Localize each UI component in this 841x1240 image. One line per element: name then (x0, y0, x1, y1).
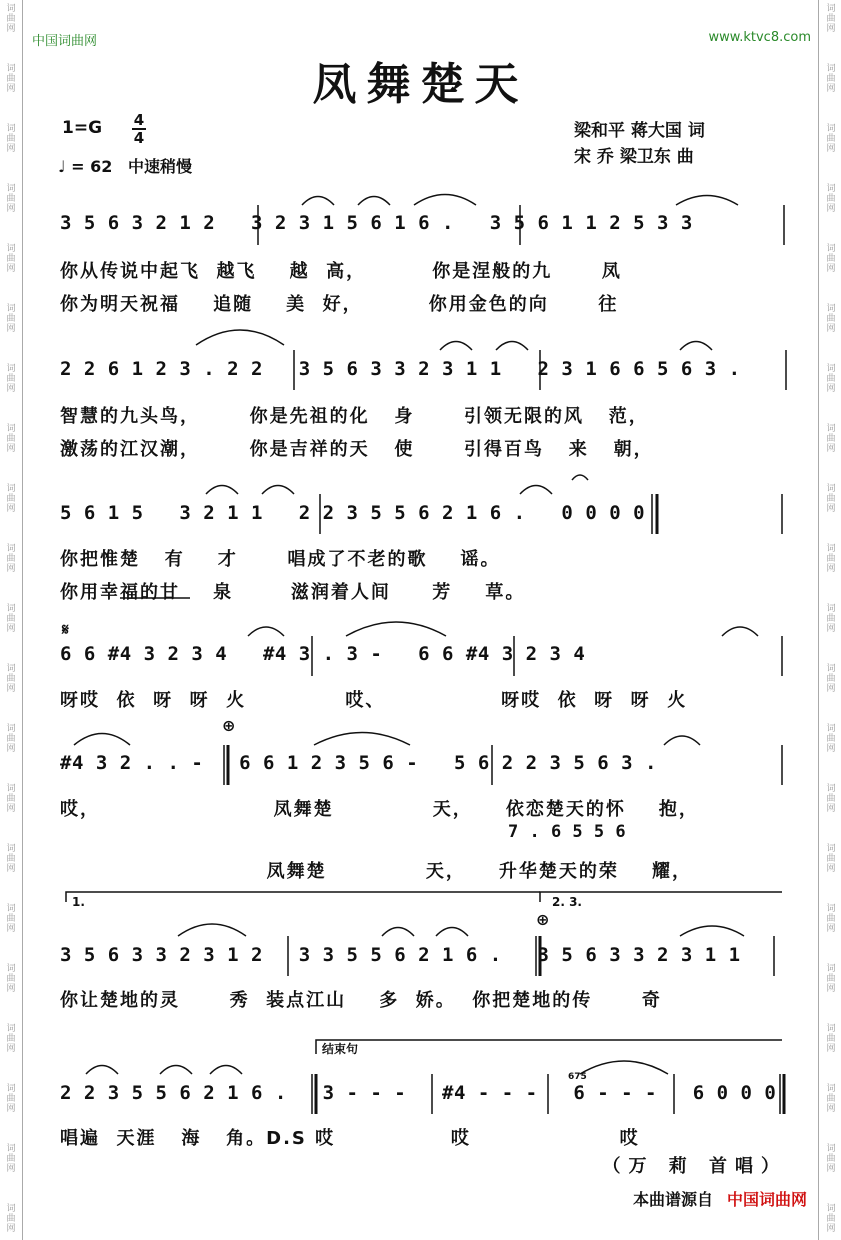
notation-line-1: 3 5 6 3 2 1 2 3 2 3 1 5 6 1 6 . 3 5 6 1 1 2 5 3 3 (60, 212, 693, 234)
notation-line-3: 5 6 1 5 3 2 1 1 2 2 3 5 5 6 2 1 6 . 0 0 0 0 (60, 502, 646, 524)
lyric-line-1-verse-2: 你为明天祝福 追随 美 好， 你用金色的向 往 (60, 294, 619, 315)
lyric-line-7: 唱遍 天涯 海 角。D.S 哎 哎 哎 (60, 1128, 640, 1149)
segno-icon: 𝄋 (62, 620, 69, 639)
site-url-top-right[interactable]: www.ktvc8.com (708, 30, 811, 45)
volta-bracket-2 (540, 892, 782, 902)
slur (496, 342, 528, 351)
watermark-text: 词曲网 (6, 424, 16, 454)
slur (676, 196, 738, 206)
lyric-line-3-verse-2: 你用幸福的甘 泉 滋润着人间 芳 草。 (60, 582, 526, 603)
watermark-text: 词曲网 (826, 364, 836, 394)
watermark-text: 词曲网 (826, 544, 836, 574)
watermark-text: 词曲网 (6, 544, 16, 574)
ending-bracket (316, 1040, 782, 1054)
singer-credit: （万 莉 首唱） (602, 1156, 787, 1177)
watermark-text: 词曲网 (826, 304, 836, 334)
watermark-text: 词曲网 (826, 964, 836, 994)
time-sig-bottom: 4 (133, 129, 145, 147)
watermark-text: 词曲网 (826, 1084, 836, 1114)
watermark-text: 词曲网 (6, 604, 16, 634)
lyric-line-1-verse-1: 你从传说中起飞 越飞 越 高， 你是涅般的九 凤 (60, 261, 622, 282)
watermark-text: 词曲网 (6, 364, 16, 394)
watermark-text: 词曲网 (6, 664, 16, 694)
lyricist-credit: 梁和平 蒋大国 词 (574, 121, 705, 141)
slur (196, 330, 284, 345)
slur (314, 733, 410, 746)
lyric-line-2-verse-1: 智慧的九头鸟， 你是先祖的化 身 引领无限的风 范， (60, 406, 649, 427)
lyric-line-3-verse-1: 你把惟楚 有 才 唱成了不老的歌 谣。 (60, 549, 501, 570)
slur (680, 926, 744, 936)
alternate-notation: 7 . 6 5 5 6 (508, 822, 627, 842)
lyric-line-5-verse-2: 凤舞楚 天， 升华楚天的荣 耀， (60, 861, 692, 882)
watermark-text: 词曲网 (6, 844, 16, 874)
watermark-text: 词曲网 (6, 904, 16, 934)
watermark-text: 词曲网 (6, 64, 16, 94)
watermark-text: 词曲网 (826, 4, 836, 34)
watermark-text: 词曲网 (826, 484, 836, 514)
notation-line-5: #4 3 2 . . - 6 6 1 2 3 5 6 - 5 6 2 2 3 5 6 3 . (60, 752, 657, 774)
slur (178, 924, 246, 936)
lyric-line-6: 你让楚地的灵 秀 装点江山 多 娇。 你把楚地的传 奇 (60, 990, 662, 1011)
composer-credit: 宋 乔 梁卫东 曲 (574, 147, 694, 167)
slur (262, 486, 294, 495)
volta-2-label: 2. 3. (552, 895, 582, 909)
volta-1-label: 1. (72, 895, 85, 909)
watermark-text: 词曲网 (826, 664, 836, 694)
notation-line-7: 2 2 3 5 5 6 2 1 6 . 3 - - - #4 - - - 6 - - - 6 0 0 0 (60, 1082, 777, 1104)
watermark-text: 词曲网 (6, 1084, 16, 1114)
watermark-text: 词曲网 (6, 124, 16, 154)
watermark-text: 词曲网 (826, 184, 836, 214)
footer-source-site[interactable]: 中国词曲网 (726, 1190, 807, 1209)
watermark-text: 词曲网 (826, 904, 836, 934)
watermark-text: 词曲网 (826, 784, 836, 814)
slur (436, 928, 468, 937)
key-signature: 1=G (62, 118, 103, 138)
tempo-value: = 62 (71, 157, 113, 176)
slur (580, 1061, 668, 1074)
watermark-text: 词曲网 (826, 244, 836, 274)
watermark-text: 词曲网 (6, 1204, 16, 1234)
small-675: 675 (568, 1072, 587, 1082)
watermark-text: 词曲网 (826, 724, 836, 754)
ending-label: 结束句 (322, 1042, 359, 1056)
tempo-word: 中速稍慢 (127, 157, 192, 176)
slur (160, 1066, 192, 1075)
site-name-top-left[interactable]: 中国词曲网 (32, 34, 98, 49)
slur (722, 627, 758, 636)
watermark-text: 词曲网 (6, 784, 16, 814)
watermark-text: 词曲网 (826, 424, 836, 454)
slur (414, 195, 476, 206)
watermark-text: 词曲网 (826, 124, 836, 154)
watermark-text: 词曲网 (6, 964, 16, 994)
watermark-text: 词曲网 (6, 484, 16, 514)
watermark-text: 词曲网 (6, 1024, 16, 1054)
coda-icon: ⊕ (222, 716, 236, 735)
watermark-text: 词曲网 (826, 604, 836, 634)
slur (346, 622, 446, 636)
lyric-line-5-verse-1: 哎， 凤舞楚 天， 依恋楚天的怀 抱， (60, 799, 699, 820)
slur (302, 197, 334, 206)
watermark-text: 词曲网 (826, 1144, 836, 1174)
watermark-text: 词曲网 (6, 4, 16, 34)
notation-line-2: 2 2 6 1 2 3 . 2 2 3 5 6 3 3 2 3 1 1 2 3 1 6 6 5 6 3 . (60, 358, 741, 380)
song-title: 凤舞楚天 (312, 59, 529, 110)
slur (440, 342, 472, 351)
watermark-text: 词曲网 (6, 1144, 16, 1174)
watermark-text: 词曲网 (6, 244, 16, 274)
time-sig-top: 4 (133, 111, 145, 129)
slur (520, 486, 552, 495)
slur (210, 1066, 242, 1075)
slur (206, 486, 238, 495)
watermark-text: 词曲网 (826, 64, 836, 94)
slur (86, 1066, 118, 1075)
coda-icon-2: ⊕ (536, 910, 550, 929)
footer-source-label: 本曲谱源自 (632, 1190, 713, 1209)
slur (664, 736, 700, 745)
watermark-text: 词曲网 (826, 1204, 836, 1234)
lyric-line-4: 呀哎 依 呀 呀 火 哎、 呀哎 依 呀 呀 火 (60, 690, 688, 711)
watermark-text: 词曲网 (6, 184, 16, 214)
fermata (572, 475, 588, 480)
slur (248, 627, 284, 636)
quarter-note-icon: ♩ (58, 157, 66, 176)
slur (680, 342, 712, 351)
watermark-text: 词曲网 (826, 1024, 836, 1054)
watermark-text: 词曲网 (826, 844, 836, 874)
slur (74, 734, 130, 746)
notation-line-4: 6 6 #4 3 2 3 4 #4 3 . 3 - 6 6 #4 3 2 3 4 (60, 643, 586, 665)
lyric-line-2-verse-2: 激荡的江汉潮， 你是吉祥的天 使 引得百鸟 来 朝， (60, 439, 654, 460)
slur (382, 928, 414, 937)
volta-bracket-1 (66, 892, 540, 902)
slur (358, 197, 390, 206)
watermark-text: 词曲网 (6, 724, 16, 754)
notation-line-6: 3 5 6 3 3 2 3 1 2 3 3 5 5 6 2 1 6 . 3 5 6 3 3 2 3 1 1 (60, 944, 741, 966)
watermark-text: 词曲网 (6, 304, 16, 334)
